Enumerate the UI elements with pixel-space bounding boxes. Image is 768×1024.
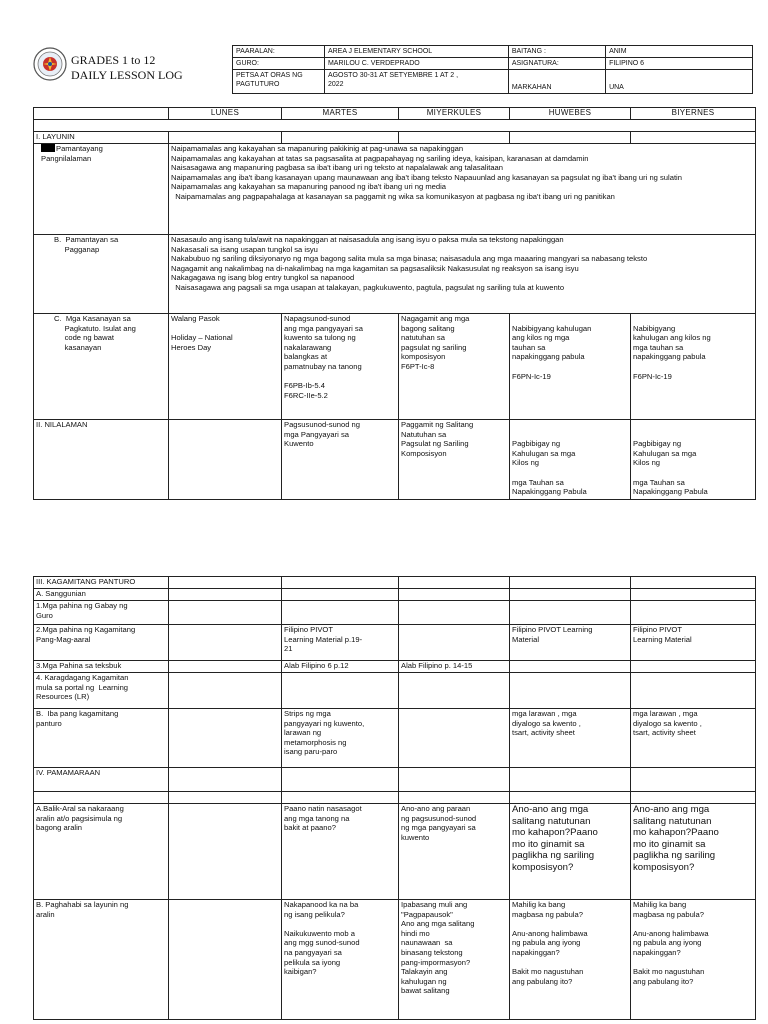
iba-biyernes — [631, 709, 756, 768]
iba-huwebes — [510, 709, 631, 768]
balik-miyerkules-text: Ano-ano ang paraan ng pagsusunod-sunod ng mga pangyayari sa kuwento — [401, 804, 477, 842]
balik-huwebes-text: Ano-ano ang mga salitang natutunan mo kahapon?Paano mo ito ginamit sa paglikha ng sariling komposisyon? — [512, 804, 598, 873]
balik-biyernes — [631, 804, 756, 900]
nilalaman-huwebes — [510, 420, 631, 500]
kasanayan-miyerkules — [399, 314, 510, 420]
kasanayan-huwebes-text: Nabibigyang kahulugan ang kilos ng mga tauhan sa napakinggang pabula F6PN-Ic-19 — [512, 323, 592, 381]
kagamitang-huwebes — [510, 625, 631, 661]
iba-biyernes-text: mga larawan , mga diyalogo sa kwento , tsart, activity sheet — [633, 709, 702, 738]
asignatura-label: ASIGNATURA: — [508, 58, 605, 70]
header-info-table — [232, 45, 753, 94]
petsa-value — [324, 70, 508, 94]
pamamaraan-label: IV. PAMAMARAAN — [34, 768, 169, 792]
teksbuk-miyerkules: Alab Filipino p. 14-15 — [399, 661, 510, 673]
paghahabi-huwebes — [510, 900, 631, 1020]
kasanayan-lunes-text: Walang Pasok Holiday – National Heroes Day — [171, 314, 233, 352]
paghahabi-huwebes-text: Mahilig ka bang magbasa ng pabula? Anu-anong halimbawa ng pabula ang iyong napakinggan? Bakit mo nagustuhan ang pabulang ito? — [512, 900, 588, 986]
nilalaman-miyerkules — [399, 420, 510, 500]
nilalaman-huwebes-text: Pagbibigay ng Kahulugan sa mga Kilos ng mga Tauhan sa Napakinggang Pabula — [512, 439, 587, 497]
redaction-bar — [41, 144, 55, 152]
iba-huwebes-text: mga larawan , mga diyalogo sa kwento , tsart, activity sheet — [512, 709, 581, 738]
kagamitang-biyernes — [631, 625, 756, 661]
day-header-huwebes: HUWEBES — [510, 108, 631, 120]
baitang-value: ANIM — [606, 46, 753, 58]
kagamitang-martes — [282, 625, 399, 661]
gabay-label-text: 1.Mga pahina ng Gabay ng Guro — [36, 601, 128, 620]
nilalaman-martes-text: Pagsusunod-sunod ng mga Pangyayari sa Kuwento — [284, 420, 360, 449]
guro-label: GURO: — [233, 58, 325, 70]
kasanayan-label-text: C. Mga Kasanayan sa Pagkatuto. Isulat ang code ng bawat kasanayan — [54, 314, 136, 352]
day-header-lunes: LUNES — [169, 108, 282, 120]
kasanayan-martes-text: Napagsunod-sunod ang mga pangyayari sa kuwento sa tulong ng nakalarawang balangkas at pamatnubay na tanong F6PB-Ib-5.4 F6RC-IIe-5.2 — [284, 314, 363, 400]
balik-biyernes-text: Ano-ano ang mga salitang natutunan mo kahapon?Paano mo ito ginamit sa paglikha ng sariling komposisyon? — [633, 804, 719, 873]
deped-logo-block — [33, 45, 233, 97]
paghahabi-label-text: B. Paghahabi sa layunin ng aralin — [36, 900, 129, 919]
guro-value: MARILOU C. VERDEPRADO — [324, 58, 508, 70]
brand-line-2: DAILY LESSON LOG — [71, 68, 183, 82]
kasanayan-martes — [282, 314, 399, 420]
kasanayan-biyernes — [631, 314, 756, 420]
kagamitang-biyernes-text: Filipino PIVOT Learning Material — [633, 625, 692, 644]
paaralan-value: AREA J ELEMENTARY SCHOOL — [324, 46, 508, 58]
spacer-cell — [34, 120, 756, 132]
lesson-table-1 — [33, 107, 756, 500]
pagganap-label-text: B. Pamantayan sa Pagganap — [54, 235, 119, 254]
iba-martes-text: Strips ng mga pangyayari ng kuwento, larawan ng metamorphosis ng isang paru-paro — [284, 709, 365, 757]
pamantayang-content-text: Naipamamalas ang kakayahan sa mapanuring pakikinig at pag-unawa sa napakinggan Naipamamalas ang kakayahan at tatas sa pagsasalita at pagpapahayag ng sariling ideya, kaisipan, karanasan at damdamin Naisasagawa ang mapanuring pagbasa sa iba't ibang uri ng teksto at napalalawak ang talasalitaan Naipamamalas ang iba't ibang kasanayan upang maunawaan ang iba't ibang teksto Napauunlad ang kasanayan sa pagsulat ng iba't ibang uri ng sulatin Naipamamalas ang kakayahan sa mapanuring panood ng iba't ibang uri ng media Naipamamalas ang pagpapahalaga at kasanayan sa paggamit ng wika sa komunikasyon at pagbasa ng iba't ibang uri ng panitikan — [171, 144, 682, 201]
layunin-label: I. LAYUNIN — [34, 132, 169, 144]
iba-label-text: B. Iba pang kagamitang panturo — [36, 709, 119, 728]
kasanayan-miyerkules-text: Nagagamit ang mga bagong salitang natutuhan sa pagsulat ng sariling komposisyon F6PT-Ic-8 — [401, 314, 470, 371]
iba-label — [34, 709, 169, 768]
iba-martes — [282, 709, 399, 768]
day-header-biyernes: BIYERNES — [631, 108, 756, 120]
paghahabi-biyernes-text: Mahilig ka bang magbasa ng pabula? Anu-anong halimbawa ng pabula ang iyong napakinggan? Bakit mo nagustuhan ang pabulang ito? — [633, 900, 709, 986]
teksbuk-martes: Alab Filipino 6 p.12 — [282, 661, 399, 673]
petsa-line1: AGOSTO 30-31 AT SETYEMBRE 1 AT 2 , — [327, 72, 459, 79]
kasanayan-huwebes — [510, 314, 631, 420]
pamantayang-text: Pamantayang Pangnilalaman — [41, 144, 103, 163]
karagdagan-label — [34, 673, 169, 709]
day-header-martes: MARTES — [282, 108, 399, 120]
balik-label — [34, 804, 169, 900]
pagganap-content-text: Nasasaulo ang isang tula/awit na napakinggan at naisasadula ang isang isyu o paksa mula sa tekstong napakinggan Nakasasali sa isang usapan tungkol sa isyu Nakabubuo ng sariling diksiyonaryo ng mga bagong salita mula sa mga binasa; naisasadula ang mga maaaring mangyari sa nabasang teksto Nagagamit ang nakalimbag na di-nakalimbag na mga kagamitan sa pagsasaliksik Nakasusulat ng reaksyon sa isang isyu Nakagagawa ng isang blog entry tungkol sa napanood Naisasagawa ang pagsali sa mga usapan at talakayan, pagkukuwento, pagtula, pagsulat ng sariling tula at kuwento — [171, 235, 648, 292]
balik-label-text: A.Balik-Aral sa nakaraang aralin at/o pagsisimula ng bagong aralin — [36, 804, 124, 833]
balik-miyerkules — [399, 804, 510, 900]
baitang-label: BAITANG : — [508, 46, 605, 58]
kasanayan-lunes — [169, 314, 282, 420]
nilalaman-martes — [282, 420, 399, 500]
balik-huwebes — [510, 804, 631, 900]
petsa-label — [233, 70, 325, 94]
pagganap-content — [169, 235, 756, 314]
deped-seal-icon — [33, 47, 67, 81]
kagamitang-label — [34, 625, 169, 661]
nilalaman-lunes — [169, 420, 282, 500]
asignatura-value: FILIPINO 6 — [606, 58, 753, 70]
paghahabi-label — [34, 900, 169, 1020]
pamantayang-label — [34, 144, 169, 235]
sanggunian-label: A. Sanggunian — [34, 589, 169, 601]
markahan-label: MARKAHAN — [508, 70, 605, 94]
paghahabi-martes-text: Nakapanood ka na ba ng isang pelikula? Naikukuwento mob a ang mgg sunod-sunod na pangyayari sa pelikula sa iyong kaibigan? — [284, 900, 360, 977]
pamantayang-content — [169, 144, 756, 235]
nilalaman-miyerkules-text: Paggamit ng Salitang Natutuhan sa Pagsulat ng Sariling Komposisyon — [401, 420, 474, 458]
petsa-label-line2: PAGTUTURO — [236, 81, 280, 88]
petsa-label-line1: PETSA AT ORAS NG — [236, 72, 303, 79]
kasanayan-biyernes-text: Nabibigyang kahulugan ang kilos ng mga tauhan sa napakinggang pabula F6PN-Ic-19 — [633, 323, 711, 381]
balik-martes-text: Paano natin nasasagot ang mga tanong na bakit at paano? — [284, 804, 362, 833]
brand-line-1: GRADES 1 to 12 — [71, 53, 156, 67]
nilalaman-label — [34, 420, 169, 500]
day-header-miyerkules: MIYERKULES — [399, 108, 510, 120]
petsa-line2: 2022 — [327, 81, 344, 88]
nilalaman-biyernes — [631, 420, 756, 500]
nilalaman-biyernes-text: Pagbibigay ng Kahulugan sa mga Kilos ng mga Tauhan sa Napakinggang Pabula — [633, 439, 708, 497]
paghahabi-miyerkules-text: Ipabasang muli ang "Pagpapausok" Ano ang mga salitang hindi mo naunawaan sa binasang tekstong pang-impormasyon? Talakayin ang kahulugan ng bawat salitang — [401, 900, 475, 996]
karagdagan-label-text: 4. Karagdagang Kagamitan mula sa portal ng Learning Resources (LR) — [36, 673, 129, 702]
paaralan-label: PAARALAN: — [233, 46, 325, 58]
kagamitang-martes-text: Filipino PIVOT Learning Material p.19- 21 — [284, 625, 363, 654]
nilalaman-label-text: II. NILALAMAN — [36, 420, 88, 429]
kagamitan-label: III. KAGAMITANG PANTURO — [34, 577, 169, 589]
paghahabi-martes — [282, 900, 399, 1020]
lesson-table-2 — [33, 576, 756, 1020]
kagamitang-huwebes-text: Filipino PIVOT Learning Material — [512, 625, 593, 644]
corner-cell — [34, 108, 169, 120]
gabay-label — [34, 601, 169, 625]
kagamitang-label-text: 2.Mga pahina ng Kagamitang Pang-Mag-aaral — [36, 625, 136, 644]
paghahabi-biyernes — [631, 900, 756, 1020]
teksbuk-label: 3.Mga Pahina sa teksbuk — [34, 661, 169, 673]
markahan-value: UNA — [606, 70, 753, 94]
paghahabi-miyerkules — [399, 900, 510, 1020]
pagganap-label — [34, 235, 169, 314]
balik-martes — [282, 804, 399, 900]
kasanayan-label — [34, 314, 169, 420]
